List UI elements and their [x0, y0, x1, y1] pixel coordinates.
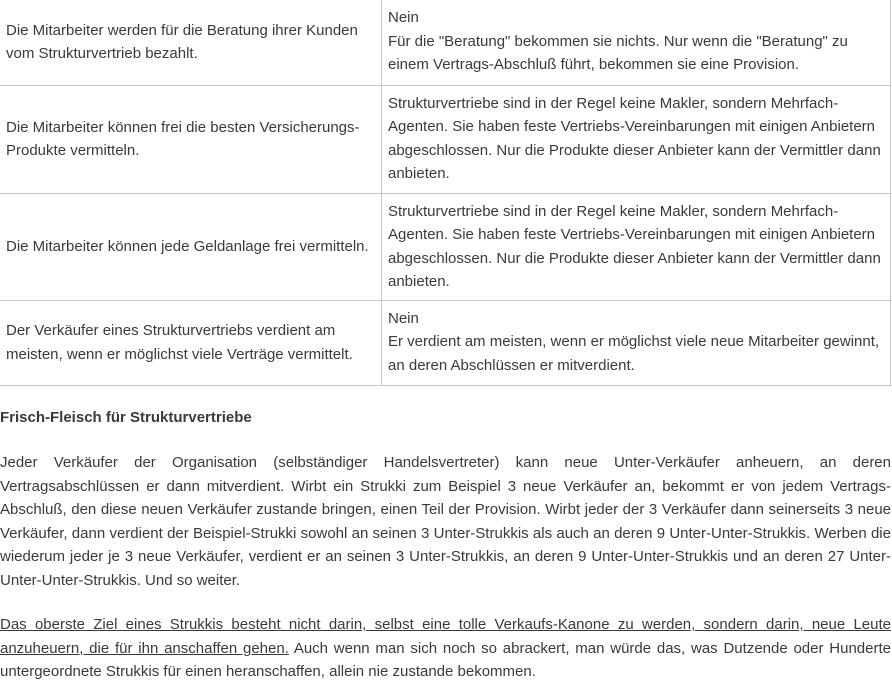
table-row [0, 193, 891, 300]
verdict-text: Nein [388, 9, 419, 26]
paragraph [0, 613, 891, 684]
underlined-emphasis: Das oberste Ziel eines Strukkis besteht nicht darin, selbst eine tolle Verkaufs-Kanone zu werden, sondern darin, neue Leute anzuheuern, die für ihn anschaffen gehen. [0, 616, 891, 657]
table-row [0, 300, 891, 385]
paragraph-text: Auch wenn man sich noch so abrackert, man würde das, was Dutzende oder Hunderte untergeordnete Strukkis für einen heranschaffen, allein nie zustande bekommen. [0, 639, 891, 680]
answer-text: Er verdient am meisten, wenn er möglichst viele neue Mitarbeiter gewinnt, an deren Abschlüssen er mitverdient. [388, 333, 880, 374]
paragraph: Jeder Verkäufer der Organisation (selbständiger Handelsvertreter) kann neue Unter-Verkäufer anheuern, an deren Vertragsabschlüssen er dann mitverdient. Wirbt ein Strukki zum Beispiel 3 neue Verkäufer an, bekommt er von jedem Vertrags-Abschluß, den diese neuen Verkäufer zustande bringen, einen Teil der Provision. Wirbt jeder der 3 Verkäufer dann seinerseits 3 neue Verkäufer, dann verdient der Beispiel-Strukki sowohl an seinen 3 Unter-Strukkis als auch an deren 9 Unter-Unter-Strukkis. Werben die wiederum jeder je 3 neue Verkäufer, verdient er an seinen 3 Unter-Strukkis, an deren 9 Unter-Unter-Strukkis und an deren 27 Unter-Unter-Unter-Strukkis. Und so weiter. [0, 454, 891, 589]
claim-cell: Die Mitarbeiter können jede Geldanlage frei vermitteln. [0, 193, 382, 300]
answer-cell [382, 300, 891, 385]
answer-text: Strukturvertriebe sind in der Regel keine Makler, sondern Mehrfach-Agenten. Sie haben feste Vertriebs-Vereinbarungen mit einigen Anbietern abgeschlossen. Nur die Produkte dieser Anbieter kann der Vermittler dann anbieten. [388, 202, 881, 290]
verdict-text: Nein [388, 309, 419, 327]
answer-cell [382, 85, 891, 193]
answer-text: Für die "Beratung" bekommen sie nichts. Nur wenn die "Beratung" zu einem Vertrags-Abschluß führt, bekommen sie eine Provision. [388, 32, 848, 73]
answer-cell [382, 0, 891, 85]
answer-cell [382, 193, 891, 300]
section-heading: Frisch-Fleisch für Strukturvertriebe [0, 409, 252, 426]
claim-cell: Die Mitarbeiter werden für die Beratung ihrer Kunden vom Strukturvertrieb bezahlt. [0, 0, 382, 85]
answer-text: Strukturvertriebe sind in der Regel keine Makler, sondern Mehrfach-Agenten. Sie haben feste Vertriebs-Vereinbarungen mit einigen Anbietern abgeschlossen. Nur die Produkte dieser Anbieter kann der Vermittler dann anbieten. [388, 94, 881, 182]
claim-cell: Der Verkäufer eines Strukturvertriebs verdient am meisten, wenn er möglichst viele Verträge vermittelt. [0, 300, 382, 385]
table-row [0, 85, 891, 193]
claim-cell: Die Mitarbeiter können frei die besten Versicherungs-Produkte vermitteln. [0, 85, 382, 193]
table-row [0, 0, 891, 85]
